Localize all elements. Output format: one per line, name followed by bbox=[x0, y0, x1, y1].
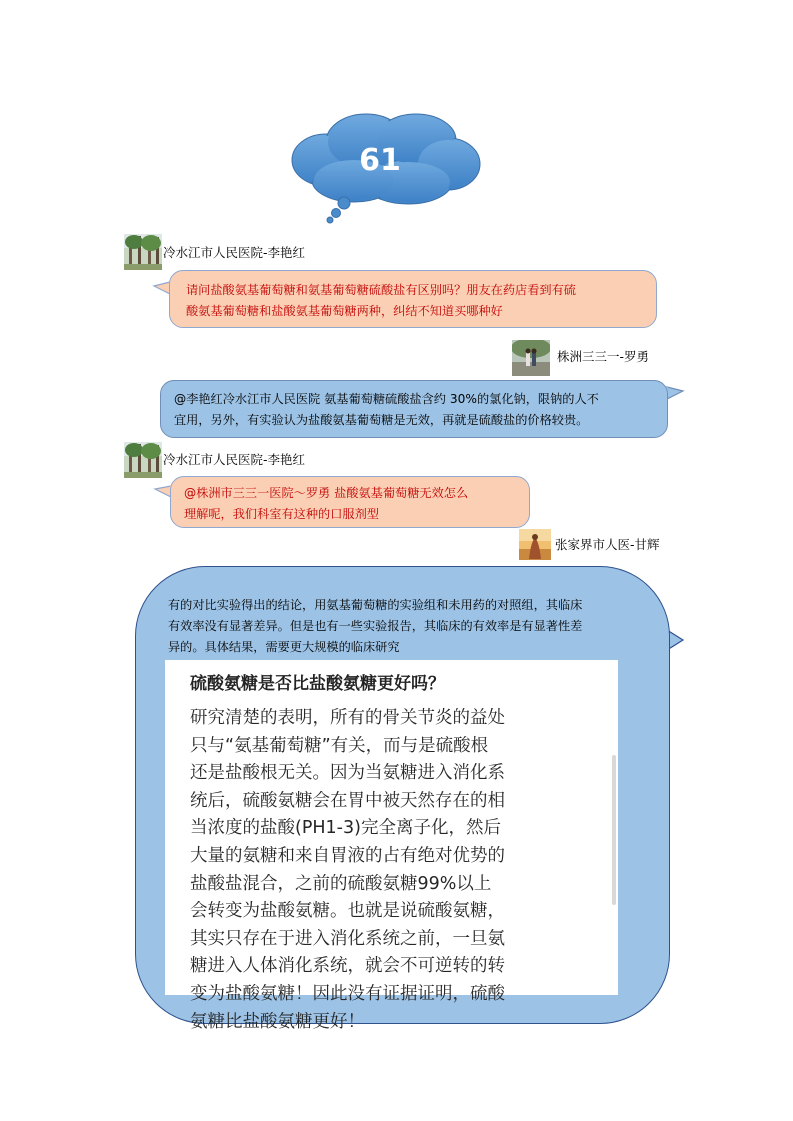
article-line: 变为盐酸氨糖！因此没有证据证明，硫酸 bbox=[190, 983, 505, 1004]
message-bubble bbox=[160, 380, 668, 438]
article-body bbox=[190, 705, 610, 1036]
article-line: 氨糖比盐酸氨糖更好！ bbox=[190, 1011, 365, 1032]
article-line: 会转变为盐酸氨糖。也就是说硫酸氨糖， bbox=[190, 901, 505, 922]
article-title: 硫酸氨糖是否比盐酸氨糖更好吗？ bbox=[190, 674, 445, 694]
message-bubble bbox=[169, 270, 657, 328]
author-name: 株洲三三一-罗勇 bbox=[557, 349, 650, 364]
page-number: 61 bbox=[359, 143, 401, 178]
message-line: 理解呢，我们科室有这种的口服剂型 bbox=[184, 507, 379, 521]
bubble-tail bbox=[665, 385, 685, 401]
scrollbar bbox=[612, 755, 616, 905]
author-name: 冷水江市人民医院-李艳红 bbox=[163, 452, 306, 467]
message-line: 有的对比实验得出的结论，用氨基葡萄糖的实验组和未用药的对照组，其临床 bbox=[168, 598, 583, 612]
message-line: 有效率没有显著差异。但是也有一些实验报告，其临床的有效率是有显著性差 bbox=[168, 619, 583, 633]
message-line: @株洲市三三一医院～罗勇 盐酸氨基葡萄糖无效怎么 bbox=[184, 486, 469, 500]
author-name: 冷水江市人民医院-李艳红 bbox=[163, 245, 306, 260]
article-line: 研究清楚的表明，所有的骨关节炎的益处 bbox=[190, 708, 505, 728]
avatar-trees bbox=[124, 234, 162, 270]
avatar-trees bbox=[124, 442, 162, 478]
message-bubble bbox=[170, 476, 530, 528]
article-line: 糖进入人体消化系统，就会不可逆转的转 bbox=[190, 956, 505, 977]
article-line: 还是盐酸根无关。因为当氨糖进入消化系 bbox=[190, 763, 505, 784]
message-line: 请问盐酸氨基葡萄糖和氨基葡萄糖硫酸盐有区别吗？朋友在药店看到有硫 bbox=[186, 283, 576, 297]
message-text bbox=[168, 595, 658, 658]
article-line: 只与“氨基葡萄糖”有关，而与是硫酸根 bbox=[190, 735, 489, 756]
article-line: 统后，硫酸氨糖会在胃中被天然存在的相 bbox=[190, 790, 505, 811]
avatar-couple bbox=[512, 340, 550, 376]
message-line: 酸氨基葡萄糖和盐酸氨基葡萄糖两种，纠结不知道买哪种好 bbox=[186, 304, 503, 318]
avatar-sunset bbox=[519, 529, 551, 560]
article-line: 大量的氨糖和来自胃液的占有绝对优势的 bbox=[190, 845, 505, 866]
message-line: 宜用，另外，有实验认为盐酸氨基葡萄糖是无效，再就是硫酸盐的价格较贵。 bbox=[174, 413, 589, 427]
message-line: @李艳红冷水江市人民医院 氨基葡萄糖硫酸盐含约 30%的氯化钠，限钠的人不 bbox=[174, 392, 599, 406]
message-line: 异的。具体结果，需要更大规模的临床研究 bbox=[168, 640, 400, 654]
article-line: 其实只存在于进入消化系统之前，一旦氨 bbox=[190, 928, 505, 949]
article-line: 当浓度的盐酸(PH1-3)完全离子化，然后 bbox=[190, 818, 501, 839]
article-line: 盐酸盐混合，之前的硫酸氨糖99%以上 bbox=[190, 873, 492, 894]
author-name: 张家界市人医-甘辉 bbox=[555, 537, 660, 552]
